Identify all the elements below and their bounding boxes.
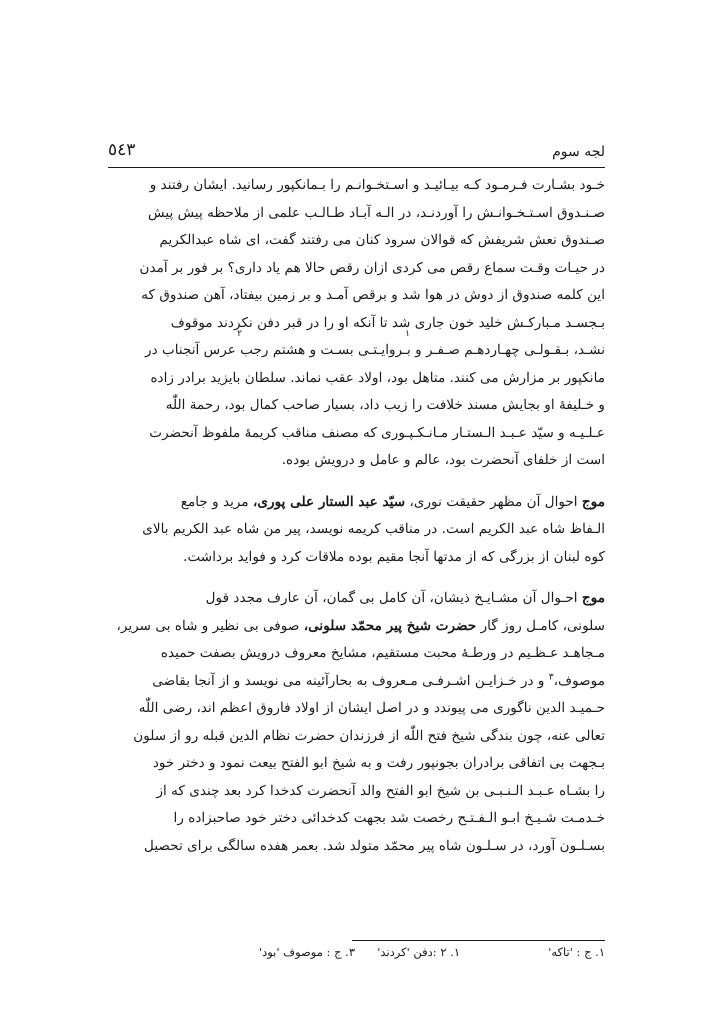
text-segment: احوال آن مظهر حقیقت نوری،: [409, 493, 578, 510]
paragraph-gap: [108, 571, 605, 585]
main-text: [108, 172, 605, 860]
text-line: مانکپور بر مزارش می کنند. متاهل بود، اولاد عقب نماند. سلطان بایزید برادر زاده: [150, 369, 605, 386]
text-line: خـدمـت شـیـخ ابـو الـفـتـح رخصت شد بجهت کدخدائی دختر خود صاحبزاده را: [173, 810, 605, 826]
text-segment: احـوال آن مشـایـخ ذیشان، آن کامل بی گمان، آن عارف مجدد قول: [205, 590, 578, 606]
text-line: است از خلفای آنحضرت بود، عالم و عامل و درویش بوده.: [281, 452, 605, 468]
text-segment: موصوف،: [553, 672, 605, 689]
chapter-title: لجه سوم: [552, 144, 605, 160]
text-line: الـفاظ شاه عبد الکریم است. در مناقب کریمه نویسد، پیر من شاه عبد الکریم بالای: [142, 521, 605, 537]
footnote-marker: ١: [405, 329, 410, 339]
text-segment: صوفی بی نظیر و شاه بی سریر،: [116, 617, 300, 634]
paragraph-gap: [108, 475, 605, 489]
text-line: مـجاهـد عـظـیم در ورطـهٔ محبت مستقیم، مشایخ معروف درویش بصفت حمیده: [160, 645, 605, 661]
text-line: حـمیـد الدین ناگوری می پیوندد و در اصل ایشان از اولاد فاروق اعظم اند، رضی اللّٰه: [138, 700, 605, 716]
footnote-3: ٣. ج : موصوف 'بود': [258, 945, 355, 959]
text-line: نشـد، بـقـولـی چهـاردهـم صـفـر و بـروایـتـی بسـت و هشتم رجب عرس آنجناب در: [145, 342, 605, 358]
text-line: را بشـاه عـبـد الـنـبـی بن شیخ ابو الفتح والد آنحضرت کدخدا کرد بعد چندی که از: [156, 782, 605, 799]
person-name: حضرت شیخ پیر محمّد سلونی،: [303, 617, 477, 634]
person-name: سیّد عبد الستار علی پوری،: [253, 493, 406, 510]
footnote-rule: [352, 940, 605, 941]
text-line: این کلمه صندوق از دوش در هوا شد و برقص آمـد و بر زمین بیفتاد، آهن صندوق که: [141, 287, 605, 303]
text-line: کوه لبنان از بزرگی که از مدتها آنجا مقیم بوده ملاقات کرد و فواید برداشت.: [183, 548, 605, 565]
text-line: صـندوق نعش شریفش که قوالان سرود کنان می رفتند گفت، ای شاه عبدالکریم: [159, 232, 605, 248]
text-line: خـود بشـارت فـرمـود کـه بیـائیـد و اسـتخـوانـم را بـمانکپور رسانید. ایشان رفتند و: [149, 177, 605, 193]
footnote-2: ١. ٢ :دفن 'کردند': [377, 945, 460, 959]
text-line: و خـلیفهٔ او بجایش مسند خلافت را زیب داد، بسیار صاحب کمال بود، رحمة اللّٰه: [165, 397, 605, 413]
footnotes: [250, 945, 605, 965]
text-line: صـنـدوق اسـتـخـوانـش را آوردنـد، در الـه آبـاد طـالـب علمی از ملاحظه پیش پیش: [148, 204, 605, 221]
page-number: ٥٤٣: [108, 140, 136, 160]
text-segment: مرید و جامع: [180, 493, 249, 510]
text-line: [108, 613, 605, 641]
text-segment: سلونی، کامـل روز گار: [480, 617, 605, 634]
text-line-with-footnotes: [108, 310, 605, 338]
text-segment: و در خـزایـن اشـرفـی مـعروف به بحارآئینه می نویسد و از آنجا بقاضی: [152, 672, 545, 689]
header-rule: [108, 167, 605, 168]
text-segment: بـجسـد مـبارکـش خلید خون جاری شد تا آنکه او را در قبر دفن نکردند موقوف: [170, 314, 605, 331]
text-line: بسـلـون آورد، در سـلـون شاه پیر محمّد متولد شد. بعمر هفده سالگی برای تحصیل: [144, 837, 605, 854]
paragraph-heading-line: [108, 585, 605, 613]
footnote-1: ١. ج : 'تاکه': [548, 945, 605, 959]
text-line: در حیـات وقـت سماع رقص می کردی ازان رقص حالا هم یاد داری؟ بر فور بر آمدن: [139, 259, 605, 276]
paragraph-heading-line: [108, 489, 605, 517]
text-line: تعالی عنه، چون بندگی شیخ فتح اللّٰه از فرزندان حضرت نظام الدین قبله رو از سلون: [133, 727, 605, 744]
footnote-marker: ٣: [548, 671, 554, 682]
text-line: بـجهت بی اتفاقی برادران بجونپور رفت و به شیخ ابو الفتح بیعت نمود و دختر خود: [152, 755, 605, 771]
mouj-label: موج: [581, 493, 605, 510]
text-line: عـلـیـه و سیّد عـبـد الـستـار مـانـکـپـوری که مصنف مناقب کریمهٔ ملفوظ آنحضرت: [149, 424, 605, 441]
mouj-label: موج: [581, 590, 605, 606]
footnote-marker: ٢: [237, 329, 242, 339]
page-header: [108, 140, 605, 162]
text-line: [108, 668, 605, 696]
